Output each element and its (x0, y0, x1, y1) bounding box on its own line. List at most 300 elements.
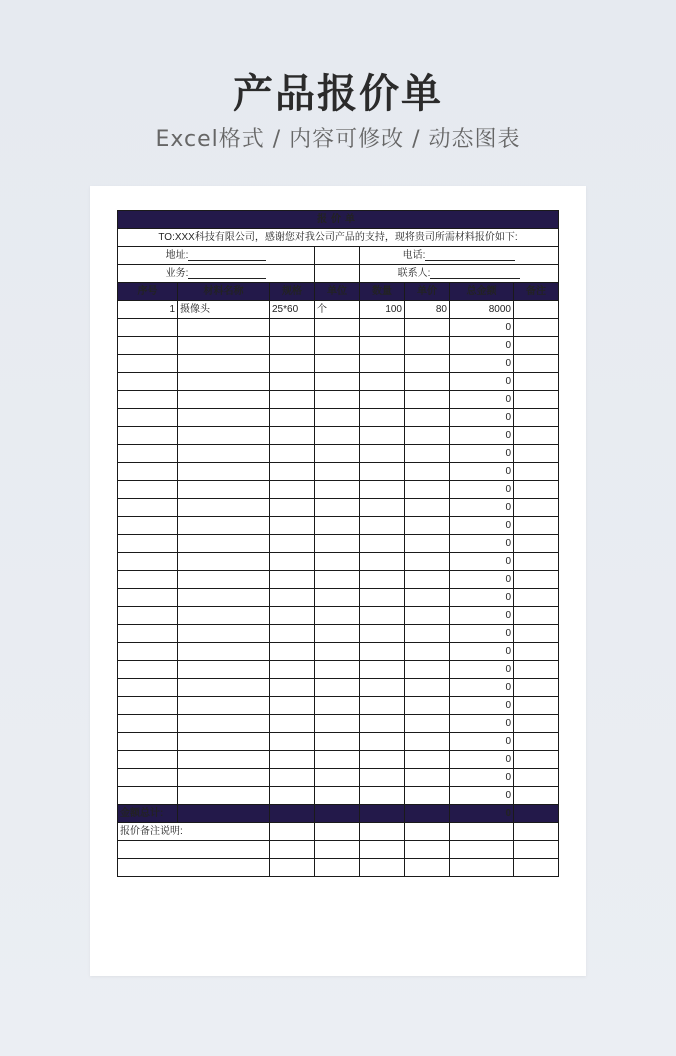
cell-qty[interactable] (360, 661, 405, 679)
cell-note[interactable] (514, 319, 559, 337)
cell-name[interactable] (178, 445, 270, 463)
remark-empty-cell[interactable] (315, 841, 360, 859)
cell-unit[interactable] (315, 769, 360, 787)
cell-spec[interactable] (270, 661, 315, 679)
cell-amount[interactable]: 0 (450, 409, 514, 427)
cell-qty[interactable] (360, 679, 405, 697)
info-empty-cell[interactable] (315, 265, 360, 283)
cell-note[interactable] (514, 607, 559, 625)
remark-empty-cell[interactable] (315, 823, 360, 841)
cell-price[interactable] (405, 661, 450, 679)
remark-empty-cell[interactable] (118, 841, 270, 859)
cell-qty[interactable] (360, 517, 405, 535)
cell-qty[interactable] (360, 319, 405, 337)
cell-price[interactable] (405, 463, 450, 481)
cell-qty[interactable] (360, 715, 405, 733)
cell-price[interactable] (405, 571, 450, 589)
cell-amount[interactable]: 0 (450, 625, 514, 643)
cell-spec[interactable] (270, 643, 315, 661)
cell-amount[interactable]: 0 (450, 553, 514, 571)
cell-no[interactable] (118, 427, 178, 445)
cell-name[interactable] (178, 355, 270, 373)
cell-price[interactable] (405, 481, 450, 499)
total-empty-cell[interactable] (360, 805, 405, 823)
remark-label[interactable]: 报价备注说明: (118, 823, 270, 841)
cell-note[interactable] (514, 751, 559, 769)
cell-spec[interactable] (270, 409, 315, 427)
cell-name[interactable] (178, 553, 270, 571)
cell-no[interactable] (118, 625, 178, 643)
address-cell[interactable] (118, 247, 315, 265)
cell-qty[interactable] (360, 337, 405, 355)
address-label: 地址: (165, 250, 189, 261)
cell-amount[interactable]: 0 (450, 427, 514, 445)
cell-spec[interactable] (270, 499, 315, 517)
cell-name[interactable]: 摄像头 (178, 301, 270, 319)
cell-note[interactable] (514, 481, 559, 499)
cell-unit[interactable] (315, 751, 360, 769)
cell-note[interactable] (514, 715, 559, 733)
hero-title: 产品报价单 (233, 71, 443, 117)
cell-spec[interactable] (270, 553, 315, 571)
cell-unit[interactable] (315, 517, 360, 535)
cell-note[interactable] (514, 697, 559, 715)
cell-note[interactable] (514, 661, 559, 679)
cell-spec[interactable] (270, 697, 315, 715)
hero-subtitle: Excel格式 / 内容可修改 / 动态图表 (155, 127, 521, 152)
cell-amount[interactable]: 8000 (450, 301, 514, 319)
cell-unit[interactable] (315, 373, 360, 391)
cell-name[interactable] (178, 607, 270, 625)
cell-spec[interactable] (270, 463, 315, 481)
cell-spec[interactable] (270, 733, 315, 751)
cell-price[interactable] (405, 355, 450, 373)
cell-note[interactable] (514, 553, 559, 571)
cell-amount[interactable]: 0 (450, 769, 514, 787)
table-row (118, 787, 559, 805)
cell-name[interactable] (178, 499, 270, 517)
remark-empty-cell[interactable] (118, 859, 270, 877)
cell-amount[interactable]: 0 (450, 571, 514, 589)
cell-amount[interactable]: 0 (450, 643, 514, 661)
cell-price[interactable] (405, 769, 450, 787)
remark-empty-cell[interactable] (270, 841, 315, 859)
cell-qty[interactable] (360, 373, 405, 391)
cell-spec[interactable] (270, 715, 315, 733)
cell-name[interactable] (178, 571, 270, 589)
total-row (118, 805, 559, 823)
cell-no[interactable] (118, 769, 178, 787)
cell-amount[interactable]: 0 (450, 589, 514, 607)
cell-price[interactable] (405, 445, 450, 463)
table-row (118, 319, 559, 337)
cell-spec[interactable] (270, 571, 315, 589)
cell-note[interactable] (514, 679, 559, 697)
cell-note[interactable] (514, 427, 559, 445)
table-row (118, 661, 559, 679)
cell-no[interactable] (118, 535, 178, 553)
remark-row (118, 841, 559, 859)
cell-qty[interactable] (360, 553, 405, 571)
cell-spec[interactable] (270, 319, 315, 337)
cell-name[interactable] (178, 373, 270, 391)
cell-spec[interactable] (270, 373, 315, 391)
cell-price[interactable] (405, 697, 450, 715)
cell-spec[interactable] (270, 589, 315, 607)
cell-amount[interactable]: 0 (450, 481, 514, 499)
col-header-no[interactable]: 序号 (118, 283, 178, 301)
cell-amount[interactable]: 0 (450, 319, 514, 337)
cell-unit[interactable] (315, 589, 360, 607)
cell-note[interactable] (514, 391, 559, 409)
cell-no[interactable] (118, 499, 178, 517)
cell-no[interactable] (118, 445, 178, 463)
cell-unit[interactable] (315, 661, 360, 679)
cell-price[interactable] (405, 679, 450, 697)
cell-name[interactable] (178, 751, 270, 769)
cell-name[interactable] (178, 661, 270, 679)
remark-empty-cell[interactable] (450, 841, 514, 859)
remark-row (118, 859, 559, 877)
cell-qty[interactable] (360, 463, 405, 481)
cell-price[interactable] (405, 787, 450, 805)
cell-no[interactable] (118, 481, 178, 499)
cell-no[interactable] (118, 715, 178, 733)
cell-note[interactable] (514, 787, 559, 805)
cell-name[interactable] (178, 391, 270, 409)
cell-unit[interactable] (315, 571, 360, 589)
cell-spec[interactable]: 25*60 (270, 301, 315, 319)
cell-qty[interactable] (360, 445, 405, 463)
cell-unit[interactable] (315, 715, 360, 733)
cell-name[interactable] (178, 463, 270, 481)
cell-note[interactable] (514, 571, 559, 589)
cell-qty[interactable] (360, 355, 405, 373)
cell-no[interactable] (118, 661, 178, 679)
cell-name[interactable] (178, 535, 270, 553)
cell-amount[interactable]: 0 (450, 499, 514, 517)
contact-cell[interactable] (360, 265, 559, 283)
cell-note[interactable] (514, 355, 559, 373)
cell-name[interactable] (178, 643, 270, 661)
cell-amount[interactable]: 0 (450, 337, 514, 355)
cell-name[interactable] (178, 589, 270, 607)
cell-amount[interactable]: 0 (450, 391, 514, 409)
cell-amount[interactable]: 0 (450, 463, 514, 481)
cell-spec[interactable] (270, 337, 315, 355)
cell-spec[interactable] (270, 751, 315, 769)
cell-price[interactable] (405, 319, 450, 337)
cell-name[interactable] (178, 715, 270, 733)
cell-unit[interactable] (315, 499, 360, 517)
cell-price[interactable] (405, 517, 450, 535)
cell-note[interactable] (514, 535, 559, 553)
remark-empty-cell[interactable] (405, 823, 450, 841)
to-line[interactable]: TO:XXX科技有限公司，感谢您对我公司产品的支持，现将贵司所需材料报价如下: (118, 229, 559, 247)
cell-amount[interactable]: 0 (450, 733, 514, 751)
cell-note[interactable] (514, 733, 559, 751)
table-row (118, 715, 559, 733)
phone-cell[interactable] (360, 247, 559, 265)
cell-amount[interactable]: 0 (450, 355, 514, 373)
cell-spec[interactable] (270, 787, 315, 805)
cell-qty[interactable] (360, 499, 405, 517)
cell-note[interactable] (514, 769, 559, 787)
total-empty-cell[interactable] (270, 805, 315, 823)
cell-price[interactable] (405, 607, 450, 625)
cell-name[interactable] (178, 319, 270, 337)
table-row (118, 391, 559, 409)
cell-note[interactable] (514, 625, 559, 643)
col-header-spec[interactable]: 规格 (270, 283, 315, 301)
cell-no[interactable]: 1 (118, 301, 178, 319)
cell-note[interactable] (514, 589, 559, 607)
cell-price[interactable] (405, 427, 450, 445)
remark-empty-cell[interactable] (360, 823, 405, 841)
cell-price[interactable] (405, 715, 450, 733)
cell-spec[interactable] (270, 679, 315, 697)
phone-label: 电话: (402, 250, 426, 261)
cell-unit[interactable] (315, 409, 360, 427)
cell-amount[interactable]: 0 (450, 697, 514, 715)
cell-price[interactable] (405, 733, 450, 751)
remark-empty-cell[interactable] (270, 859, 315, 877)
cell-name[interactable] (178, 733, 270, 751)
remark-empty-cell[interactable] (514, 841, 559, 859)
remark-empty-cell[interactable] (315, 859, 360, 877)
cell-qty[interactable] (360, 769, 405, 787)
col-header-price[interactable]: 单价 (405, 283, 450, 301)
cell-amount[interactable]: 0 (450, 607, 514, 625)
table-row (118, 571, 559, 589)
column-header-row (118, 283, 559, 301)
remark-row (118, 823, 559, 841)
cell-price[interactable] (405, 589, 450, 607)
cell-qty[interactable] (360, 409, 405, 427)
cell-no[interactable] (118, 391, 178, 409)
cell-price[interactable] (405, 553, 450, 571)
remark-empty-cell[interactable] (360, 859, 405, 877)
remark-empty-cell[interactable] (360, 841, 405, 859)
cell-qty[interactable] (360, 427, 405, 445)
cell-spec[interactable] (270, 769, 315, 787)
cell-qty[interactable] (360, 643, 405, 661)
col-header-qty[interactable]: 数量 (360, 283, 405, 301)
cell-name[interactable] (178, 697, 270, 715)
cell-unit[interactable] (315, 679, 360, 697)
total-empty-cell[interactable] (315, 805, 360, 823)
sales-cell[interactable] (118, 265, 315, 283)
cell-note[interactable] (514, 463, 559, 481)
cell-spec[interactable] (270, 445, 315, 463)
cell-no[interactable] (118, 733, 178, 751)
cell-amount[interactable]: 0 (450, 373, 514, 391)
cell-unit[interactable]: 个 (315, 301, 360, 319)
cell-qty[interactable] (360, 391, 405, 409)
cell-note[interactable] (514, 499, 559, 517)
info-empty-cell[interactable] (315, 247, 360, 265)
cell-name[interactable] (178, 625, 270, 643)
cell-note[interactable] (514, 643, 559, 661)
cell-unit[interactable] (315, 607, 360, 625)
cell-amount[interactable]: 0 (450, 517, 514, 535)
cell-name[interactable] (178, 769, 270, 787)
total-empty-cell[interactable] (178, 805, 270, 823)
table-row (118, 409, 559, 427)
cell-no[interactable] (118, 319, 178, 337)
cell-note[interactable] (514, 373, 559, 391)
col-header-amount[interactable]: 总金额 (450, 283, 514, 301)
cell-no[interactable] (118, 409, 178, 427)
cell-unit[interactable] (315, 355, 360, 373)
cell-amount[interactable]: 0 (450, 715, 514, 733)
table-row (118, 607, 559, 625)
col-header-note[interactable]: 备注 (514, 283, 559, 301)
cell-no[interactable] (118, 679, 178, 697)
cell-no[interactable] (118, 643, 178, 661)
cell-amount[interactable]: 0 (450, 679, 514, 697)
cell-no[interactable] (118, 787, 178, 805)
cell-price[interactable] (405, 499, 450, 517)
cell-note[interactable] (514, 517, 559, 535)
total-value[interactable]: 0 (450, 805, 514, 823)
cell-unit[interactable] (315, 787, 360, 805)
cell-price[interactable] (405, 643, 450, 661)
col-header-name[interactable]: 材料名称 (178, 283, 270, 301)
cell-no[interactable] (118, 697, 178, 715)
quote-table (117, 210, 559, 877)
cell-qty[interactable]: 100 (360, 301, 405, 319)
cell-spec[interactable] (270, 517, 315, 535)
table-row (118, 625, 559, 643)
remark-empty-cell[interactable] (450, 823, 514, 841)
remark-empty-cell[interactable] (450, 859, 514, 877)
col-header-unit[interactable]: 单位 (315, 283, 360, 301)
cell-spec[interactable] (270, 355, 315, 373)
table-row (118, 373, 559, 391)
cell-qty[interactable] (360, 751, 405, 769)
table-row (118, 481, 559, 499)
cell-no[interactable] (118, 571, 178, 589)
cell-price[interactable] (405, 535, 450, 553)
cell-name[interactable] (178, 481, 270, 499)
table-row (118, 301, 559, 319)
remark-empty-cell[interactable] (405, 859, 450, 877)
cell-price[interactable]: 80 (405, 301, 450, 319)
cell-unit[interactable] (315, 481, 360, 499)
cell-unit[interactable] (315, 733, 360, 751)
cell-qty[interactable] (360, 535, 405, 553)
sales-underline (188, 268, 266, 279)
cell-price[interactable] (405, 337, 450, 355)
cell-spec[interactable] (270, 391, 315, 409)
cell-qty[interactable] (360, 607, 405, 625)
cell-unit[interactable] (315, 535, 360, 553)
cell-qty[interactable] (360, 697, 405, 715)
cell-no[interactable] (118, 607, 178, 625)
cell-spec[interactable] (270, 607, 315, 625)
cell-name[interactable] (178, 337, 270, 355)
cell-note[interactable] (514, 337, 559, 355)
cell-amount[interactable]: 0 (450, 751, 514, 769)
cell-unit[interactable] (315, 337, 360, 355)
table-row (118, 355, 559, 373)
table-row (118, 535, 559, 553)
cell-unit[interactable] (315, 445, 360, 463)
cell-qty[interactable] (360, 571, 405, 589)
table-row (118, 679, 559, 697)
cell-name[interactable] (178, 427, 270, 445)
cell-unit[interactable] (315, 427, 360, 445)
cell-no[interactable] (118, 373, 178, 391)
remark-empty-cell[interactable] (514, 859, 559, 877)
cell-qty[interactable] (360, 733, 405, 751)
cell-no[interactable] (118, 589, 178, 607)
sales-label: 业务: (165, 268, 189, 279)
phone-underline (425, 250, 515, 261)
cell-price[interactable] (405, 625, 450, 643)
contact-label: 联系人: (397, 268, 431, 279)
remark-empty-cell[interactable] (514, 823, 559, 841)
cell-no[interactable] (118, 517, 178, 535)
cell-unit[interactable] (315, 463, 360, 481)
cell-note[interactable] (514, 409, 559, 427)
cell-qty[interactable] (360, 481, 405, 499)
cell-price[interactable] (405, 391, 450, 409)
cell-unit[interactable] (315, 553, 360, 571)
cell-amount[interactable]: 0 (450, 787, 514, 805)
cell-spec[interactable] (270, 625, 315, 643)
cell-amount[interactable]: 0 (450, 661, 514, 679)
cell-note[interactable] (514, 301, 559, 319)
cell-name[interactable] (178, 517, 270, 535)
cell-price[interactable] (405, 751, 450, 769)
remark-empty-cell[interactable] (270, 823, 315, 841)
cell-name[interactable] (178, 787, 270, 805)
cell-unit[interactable] (315, 643, 360, 661)
cell-qty[interactable] (360, 787, 405, 805)
table-row (118, 337, 559, 355)
cell-qty[interactable] (360, 625, 405, 643)
cell-no[interactable] (118, 355, 178, 373)
cell-no[interactable] (118, 553, 178, 571)
cell-note[interactable] (514, 445, 559, 463)
cell-unit[interactable] (315, 391, 360, 409)
cell-price[interactable] (405, 409, 450, 427)
cell-no[interactable] (118, 463, 178, 481)
cell-amount[interactable]: 0 (450, 535, 514, 553)
total-label[interactable]: 金额总计: (118, 805, 178, 823)
cell-name[interactable] (178, 679, 270, 697)
table-row (118, 553, 559, 571)
cell-no[interactable] (118, 337, 178, 355)
cell-no[interactable] (118, 751, 178, 769)
remark-empty-cell[interactable] (405, 841, 450, 859)
cell-amount[interactable]: 0 (450, 445, 514, 463)
sheet-title[interactable]: 报价单 (118, 211, 559, 229)
cell-unit[interactable] (315, 319, 360, 337)
cell-spec[interactable] (270, 427, 315, 445)
cell-spec[interactable] (270, 535, 315, 553)
cell-unit[interactable] (315, 697, 360, 715)
total-empty-cell[interactable] (405, 805, 450, 823)
total-empty-cell[interactable] (514, 805, 559, 823)
cell-spec[interactable] (270, 481, 315, 499)
cell-price[interactable] (405, 373, 450, 391)
cell-name[interactable] (178, 409, 270, 427)
cell-unit[interactable] (315, 625, 360, 643)
cell-qty[interactable] (360, 589, 405, 607)
